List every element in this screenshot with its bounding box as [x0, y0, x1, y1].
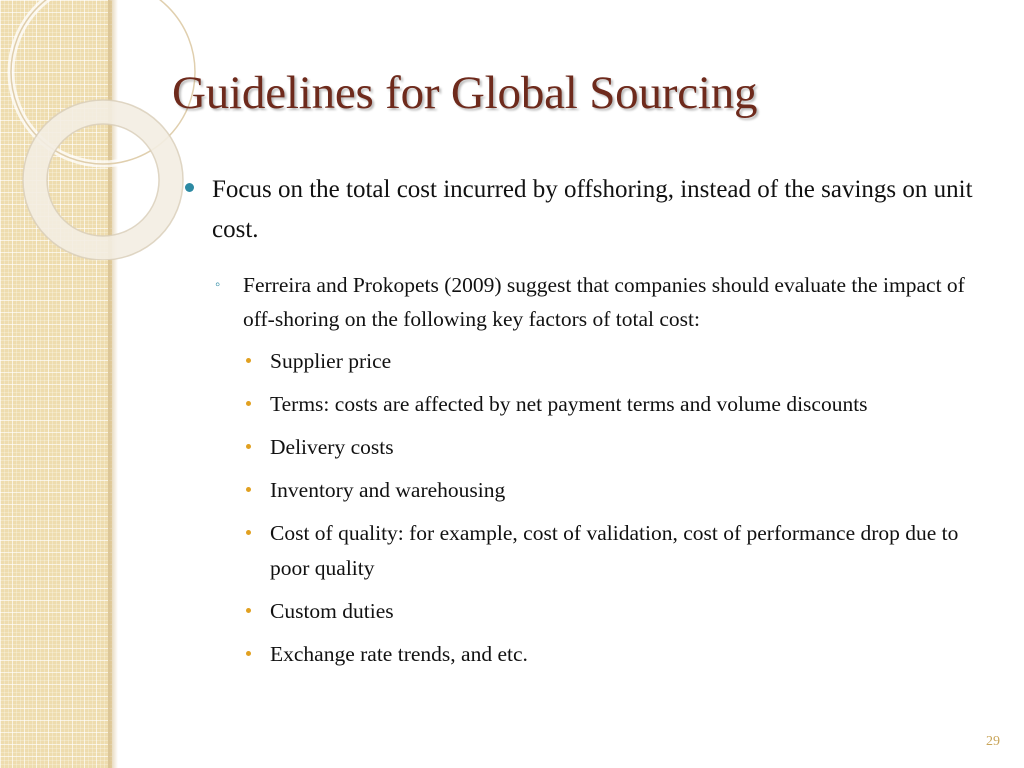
- small-dot-bullet-icon: [246, 401, 251, 406]
- small-dot-bullet-icon: [246, 358, 251, 363]
- slide-title: Guidelines for Global Sourcing: [172, 67, 758, 119]
- list-item: [244, 594, 995, 629]
- bullet-dot-icon: [185, 183, 194, 192]
- small-dot-bullet-icon: [246, 651, 251, 656]
- list-item-text: Cost of quality: for example, cost of validation, cost of performance drop due to poor quality: [270, 521, 959, 580]
- slide-number: 29: [986, 734, 1000, 749]
- hollow-circle-bullet-icon: ◦: [215, 277, 221, 293]
- bullet-level1: [185, 170, 995, 250]
- list-item-text: Inventory and warehousing: [270, 478, 506, 502]
- list-item: [244, 430, 995, 465]
- list-item: [244, 637, 995, 672]
- list-item-text: Exchange rate trends, and etc.: [270, 642, 528, 666]
- decorative-rings-icon: [0, 0, 200, 260]
- list-item: [244, 516, 995, 586]
- bullet-level2: [215, 268, 995, 336]
- list-item-text: Supplier price: [270, 349, 392, 373]
- cost-factor-list: [244, 344, 995, 672]
- small-dot-bullet-icon: [246, 487, 251, 492]
- small-dot-bullet-icon: [246, 608, 251, 613]
- list-item: [244, 473, 995, 508]
- bullet-level1-text: Focus on the total cost incurred by offshoring, instead of the savings on unit cost.: [212, 176, 973, 243]
- list-item-text: Delivery costs: [270, 435, 394, 459]
- list-item-text: Custom duties: [270, 599, 394, 623]
- small-dot-bullet-icon: [246, 530, 251, 535]
- list-item: [244, 344, 995, 379]
- list-item-text: Terms: costs are affected by net payment terms and volume discounts: [270, 392, 868, 416]
- small-dot-bullet-icon: [246, 444, 251, 449]
- bullet-level2-text: Ferreira and Prokopets (2009) suggest that companies should evaluate the impact of off-shoring on the following key factors of total cost:: [243, 273, 965, 331]
- list-item: [244, 387, 995, 422]
- slide-body: [185, 170, 995, 680]
